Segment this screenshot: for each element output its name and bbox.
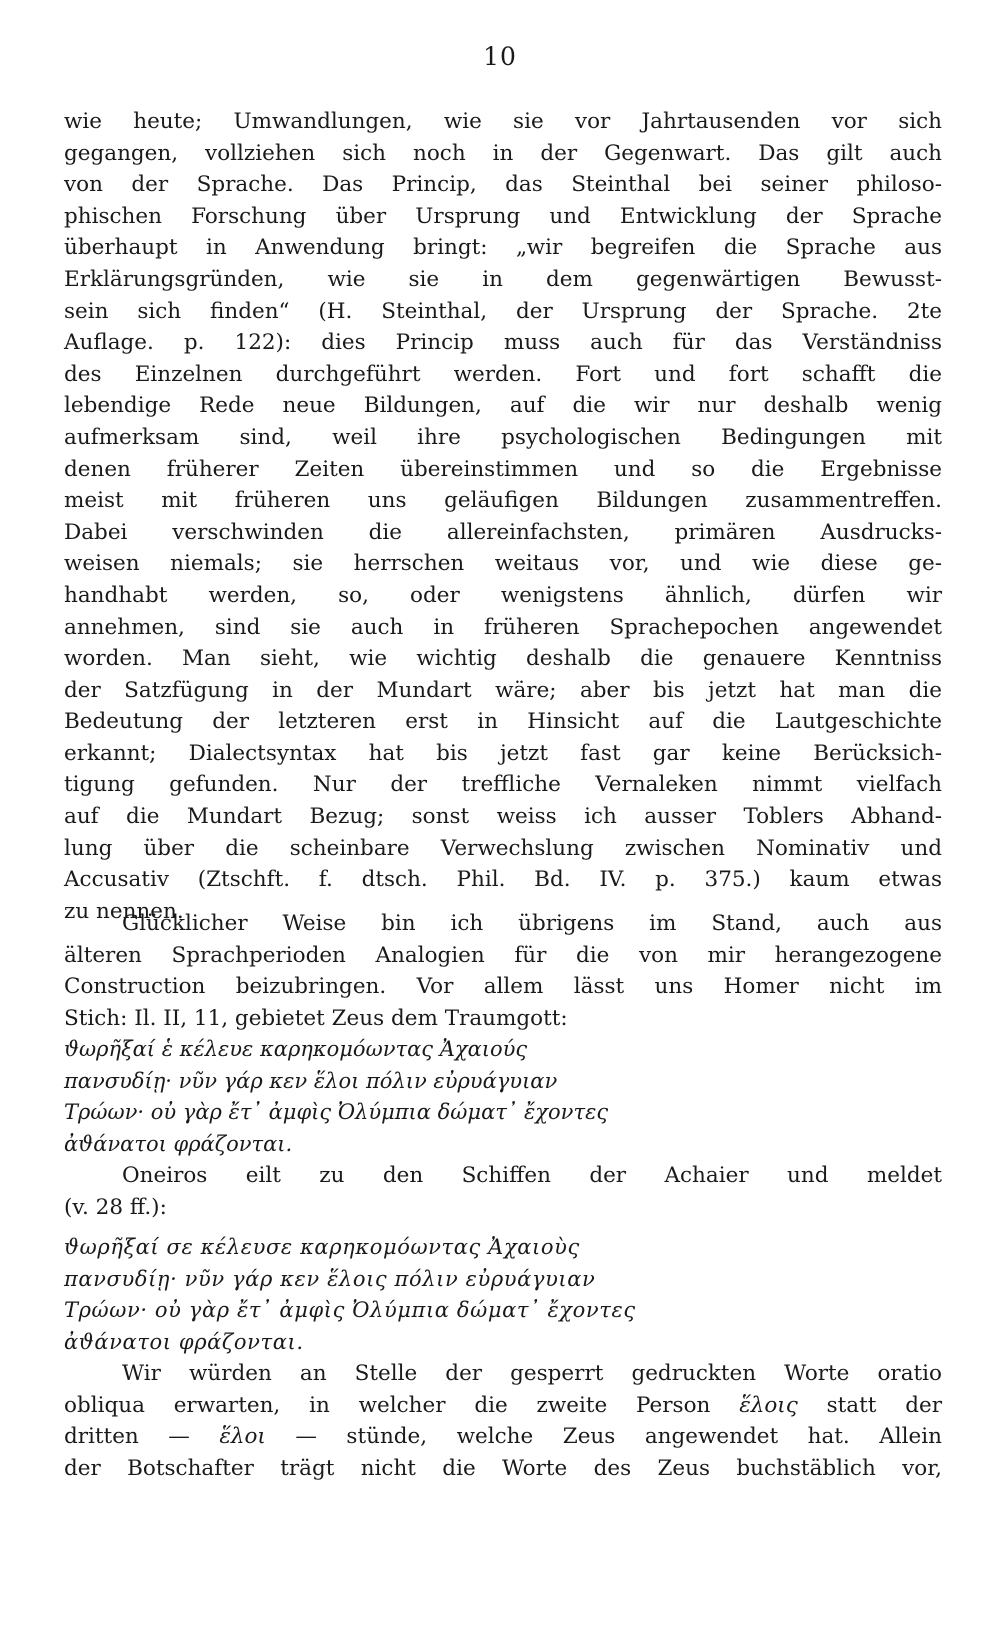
text-line: Bedeutung der letzteren erst in Hinsicht auf die Lautgeschichte [64,709,942,735]
greek-verse-line: πανσυδίῃ· νῦν γάρ κεν ἕλοι πόλιν εὐρυάγυιαν [64,1068,558,1093]
text-line: gegangen, vollziehen sich noch in der Gegenwart. Das gilt auch [64,140,942,166]
text-segment: — stünde, welche Zeus angewendet hat. Allein [295,1424,942,1450]
paragraph-2 [64,908,942,1034]
paragraph-1 [64,106,942,927]
text-line: Auflage. p. 122): dies Princip muss auch für das Verständniss [64,330,942,356]
text-line: von der Sprache. Das Princip, das Steinthal bei seiner philoso- [64,172,942,198]
text-line: auf die Mundart Bezug; sonst weiss ich ausser Toblers Abhand- [64,804,942,830]
greek-quotation-1 [64,1034,942,1160]
greek-word: ἕλοι [219,1424,266,1450]
text-line: erkannt; Dialectsyntax hat bis jetzt fast gar keine Berücksich- [64,740,942,766]
text-segment: dritten — [64,1424,190,1450]
text-line: denen früherer Zeiten übereinstimmen und so die Ergebnisse [64,456,942,482]
greek-verse-line: πανσυδίῃ· νῦν γάρ κεν ἕλοις πόλιν εὐρυάγυιαν [64,1266,596,1291]
text-line: überhaupt in Anwendung bringt: „wir begreifen die Sprache aus [64,235,942,261]
text-line: Oneiros eilt zu den Schiffen der Achaier und meldet [122,1163,942,1188]
text-line: annehmen, sind sie auch in früheren Sprachepochen angewendet [64,614,942,640]
text-line: phischen Forschung über Ursprung und Entwicklung der Sprache [64,203,942,229]
text-line: der Satzfügung in der Mundart wäre; aber bis jetzt hat man die [64,677,942,703]
text-line: Erklärungsgründen, wie sie in dem gegenwärtigen Bewusst- [64,266,942,292]
greek-quotation-2 [64,1232,942,1358]
text-line: wie heute; Umwandlungen, wie sie vor Jahrtausenden vor sich [64,109,942,134]
text-line: tigung gefunden. Nur der treffliche Vernaleken nimmt vielfach [64,772,942,798]
greek-verse-line: ἀϑάνατοι φράζονται. [64,1131,293,1156]
text-line: des Einzelnen durchgeführt werden. Fort und fort schafft die [64,361,942,387]
paragraph-3 [64,1160,942,1223]
text-line: der Botschafter trägt nicht die Worte des Zeus buchstäblich vor, [64,1455,942,1481]
page-number: 10 [483,42,517,71]
text-line: worden. Man sieht, wie wichtig deshalb die genauere Kenntniss [64,646,942,672]
text-line: sein sich finden“ (H. Steinthal, der Ursprung der Sprache. 2te [64,298,942,324]
text-line: meist mit früheren uns geläufigen Bildungen zusammentreffen. [64,488,942,514]
paragraph-4 [64,1358,942,1484]
text-line: Glücklicher Weise bin ich übrigens im Stand, auch aus [122,911,942,936]
text-line: lung über die scheinbare Verwechslung zwischen Nominativ und [64,835,942,861]
greek-word: ἕλοις [739,1392,798,1418]
text-line: Construction beizubringen. Vor allem lässt uns Homer nicht im [64,974,942,1000]
greek-verse-line: Τρώων· οὐ γὰρ ἔτ᾽ ἀμφὶς Ὀλύμπια δώματ᾽ ἔχοντες [64,1298,636,1323]
greek-verse-line: ἀϑάνατοι φράζονται. [64,1329,304,1354]
text-line: Accusativ (Ztschft. f. dtsch. Phil. Bd. IV. p. 375.) kaum etwas [64,867,942,893]
text-line [64,1390,942,1422]
text-segment: statt der [826,1392,942,1418]
text-line: weisen niemals; sie herrschen weitaus vor, und wie diese ge- [64,551,942,577]
greek-verse-line: ϑωρῆξαί σε κέλευσε καρηκομόωντας Ἀχαιοὺς [64,1235,580,1259]
text-segment: obliqua erwarten, in welcher die zweite Person [64,1392,711,1418]
text-line: zu nennen. [64,898,184,924]
text-line [64,1421,942,1453]
greek-verse-line: ϑωρῆξαί ἑ κέλευε καρηκομόωντας Ἀχαιούς [64,1037,528,1061]
text-line: lebendige Rede neue Bildungen, auf die wir nur deshalb wenig [64,393,942,419]
text-line: Stich: Il. II, 11, gebietet Zeus dem Traumgott: [64,1005,568,1031]
text-line: Dabei verschwinden die allereinfachsten, primären Ausdrucks- [64,519,942,545]
greek-verse-line: Τρώων· οὐ γὰρ ἔτ᾽ ἀμφὶς Ὀλύμπια δώματ᾽ ἔχοντες [64,1100,609,1125]
text-line: handhabt werden, so, oder wenigstens ähnlich, dürfen wir [64,582,942,608]
text-line: Wir würden an Stelle der gesperrt gedruckten Worte oratio [122,1361,942,1386]
text-line: älteren Sprachperioden Analogien für die von mir herangezogene [64,942,942,968]
text-line: (v. 28 ff.): [64,1194,167,1220]
text-line: aufmerksam sind, weil ihre psychologischen Bedingungen mit [64,424,942,450]
